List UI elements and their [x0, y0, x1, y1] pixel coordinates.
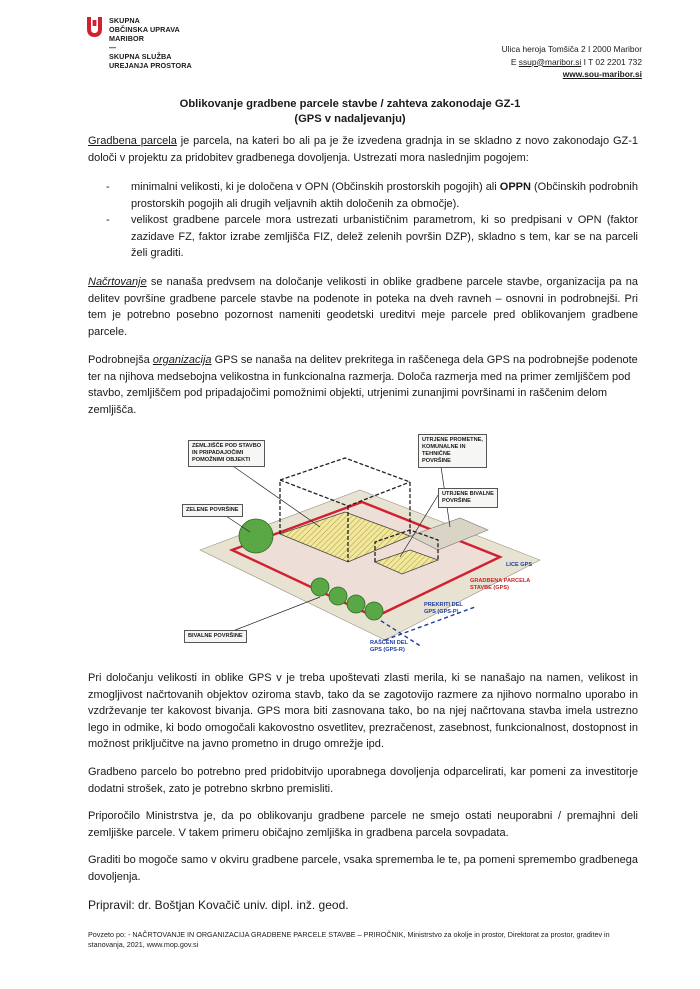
label-bivalne-povrsine — [184, 630, 247, 643]
paragraph-priporocilo: Priporočilo Ministrstva je, da po oblikovanju gradbene parcele ne smejo ostati neuporabni / premajhni deli zemljiške parcele. V takem primeru običajno zemljiška in gradbena parcela sovpadata. — [88, 810, 638, 839]
figure-label-line: PREKRITI DEL — [424, 602, 463, 608]
footer-source: Povzeto po: - NAČRTOVANJE IN ORGANIZACIJA GRADBENE PARCELE STAVBE – PRIROČNIK, Ministrstvo za okolje in prostor, Direktorat za prostor, graditev in stanovanja, 2021, www.mop.gov.si — [88, 930, 610, 949]
figure-label-line: ZELENE POVRŠINE — [186, 507, 239, 513]
bullet-text: velikost gradbene parcele mora ustrezati urbanističnim parametrom, ki so predpisani v OPN (faktor zazidave FZ, faktor izrabe zemljišča FIZ, delež zelenih površin DZP), skladno s tem, kar se na parceli želi graditi. — [131, 214, 638, 259]
term-organizacija: organizacija — [152, 354, 212, 366]
org-line: SKUPNA — [109, 16, 140, 25]
bullet-item — [106, 179, 638, 212]
paragraph-nacrtovanje — [88, 274, 638, 340]
org-line: OBČINSKA UPRAVA — [109, 25, 180, 34]
figure-label-line: UTRJENE BIVALNE — [442, 491, 494, 497]
figure-label-line: RAŠČENI DEL — [370, 640, 408, 646]
figure-label-line: LICE GPS — [506, 562, 533, 568]
shrub-icon — [347, 595, 365, 613]
address: Ulica heroja Tomšiča 2 I 2000 Maribor — [501, 44, 642, 54]
org-line: MARIBOR — [109, 34, 145, 43]
shrub-icon — [329, 587, 347, 605]
email-prefix: E — [510, 56, 517, 67]
label-rasceni-del — [370, 640, 408, 654]
document-title — [0, 97, 700, 127]
paragraph-organizacija — [88, 352, 638, 418]
bullet-bold: OPPN — [499, 181, 531, 193]
org-line: SKUPNA SLUŽBA — [109, 52, 172, 61]
figure-label-line: POVRŠINE — [442, 498, 471, 504]
figure-label-line: POVRŠINE — [422, 458, 451, 464]
email-phone-line — [502, 56, 642, 69]
contact-info — [502, 43, 642, 81]
phone: I T 02 2201 732 — [583, 56, 642, 67]
org-separator: — — [109, 43, 117, 52]
label-lice-gps — [506, 562, 532, 569]
bullet-text: minimalni velikosti, ki je določena v OPN (Občinskih prostorskih pogojih) ali — [131, 181, 500, 193]
term-gradbena-parcela: Gradbena parcela — [88, 135, 177, 147]
label-utrjene-prometne — [418, 434, 487, 468]
figure-label-line: KOMUNALNE IN — [422, 444, 466, 450]
bullet-text: (Občinskih podrobnih prostorskih pogojih ali drugih veljavnih aktih določenih za območje). — [131, 181, 638, 210]
tree-icon — [239, 519, 273, 553]
bullet-item — [106, 212, 638, 262]
author-line: Pripravil: dr. Boštjan Kovačič univ. dipl. inž. geod. — [88, 898, 349, 912]
email-link[interactable]: ssup@maribor.si — [518, 56, 582, 67]
website-link[interactable]: www.sou-maribor.si — [562, 69, 642, 79]
label-gradbena-parcela — [470, 578, 530, 592]
paragraph-text: je parcela, na kateri bo ali pa je že izvedena gradnja in se skladno z novo zakonodajo GZ-1 določi v projektu za pridobitev gradbenega dovoljenja. Ustrezati mora naslednjim pogojem: — [88, 135, 639, 164]
figure-label-line: UTRJENE PROMETNE, — [422, 437, 483, 443]
title-line: Oblikovanje gradbene parcele stavbe / zahteva zakonodaje GZ-1 — [179, 98, 521, 110]
shrub-icon — [311, 578, 329, 596]
org-name — [109, 16, 239, 70]
org-line: UREJANJA PROSTORA — [109, 61, 192, 70]
paragraph-text: se nanaša predvsem na določanje velikosti in oblike gradbene parcele stavbe, organizacija pa na delitev površine gradbene parcele stavbe na podenote in poteka na dveh ravneh – osnovni in podrobnejši. Pri tem je potrebno posebno pozornost nameniti geodetski ureditvi meje parcele pred oblikovanjem gradbene parcele. — [88, 276, 638, 338]
paragraph-text: Podrobnejša — [88, 354, 153, 366]
paragraph-gradbena-parcela — [88, 133, 638, 166]
label-zemljisce-pod-stavbo — [188, 440, 265, 467]
title-subline: (GPS v nadaljevanju) — [294, 113, 406, 125]
term-nacrtovanje: Načrtovanje — [88, 276, 147, 288]
figure-label-line: POMOŽNIMI OBJEKTI — [192, 457, 251, 463]
label-prekriti-del — [424, 602, 463, 616]
paragraph-graditi: Graditi bo mogoče samo v okviru gradbene parcele, vsaka sprememba le te, pa pomeni spremembo gradbenega dovoljenja. — [88, 854, 638, 883]
paragraph-odparcelirati: Gradbeno parcelo bo potrebno pred pridobitvijo uporabnega dovoljenja odparcelirati, kar pomeni za investitorje dodatni strošek, zato je potrebno skrbno premisliti. — [88, 766, 638, 795]
logo-u-icon — [86, 16, 103, 38]
label-utrjene-bivalne — [438, 488, 498, 508]
paragraph-text: GPS se nanaša na delitev prekritega in raščenega dela GPS na podrobnejše podenote ter na njihova medsebojna velikostna in funkcionalna razmerja. Določa razmerja med na primer zemljiščem pod stavbo, zemljiščem pod pripadajočimi pomožnimi objekti, utrjenimi zunanjimi površinami in raščenim delom zemljišča. — [88, 354, 638, 416]
figure-label-line: GPS (GPS-P) — [424, 609, 459, 615]
figure-label-line: GPS (GPS-R) — [370, 647, 405, 653]
bullet-dash: - — [106, 214, 110, 226]
figure-label-line: ZEMLJIŠČE POD STAVBO — [192, 443, 262, 449]
figure-label-line: STAVBE (GPS) — [470, 585, 509, 591]
shrub-icon — [365, 602, 383, 620]
paragraph-dolocanje-velikosti: Pri določanju velikosti in oblike GPS v je treba upoštevati zlasti merila, ki se nanašajo na namen, velikost in zmogljivost načrtovanih objektov oziroma stavb, tako da se zagotovijo razmere za njihovo normalno uporabo in vzdrževanje ter kakovost bivanja. GPS mora biti zasnovana tako, bo na njej načrtovana stavba imela ustrezno lego in odmike, ki bodo omogočali kakovostno osvetlitev, prezračenost, zasebnost, funkcionalnost, dostopnost in možnost priključitve na javno prometno in drugo omrežje ipd. — [88, 672, 638, 750]
figure-label-line: TEHNIČNE — [422, 451, 451, 457]
figure-label-line: IN PRIPADAJOČIMI — [192, 450, 244, 456]
figure-label-line: BIVALNE POVRŠINE — [188, 633, 243, 639]
gps-diagram — [170, 432, 550, 664]
figure-label-line: GRADBENA PARCELA — [470, 578, 531, 584]
label-zelene-povrsine — [182, 504, 243, 517]
bullet-dash: - — [106, 181, 110, 193]
